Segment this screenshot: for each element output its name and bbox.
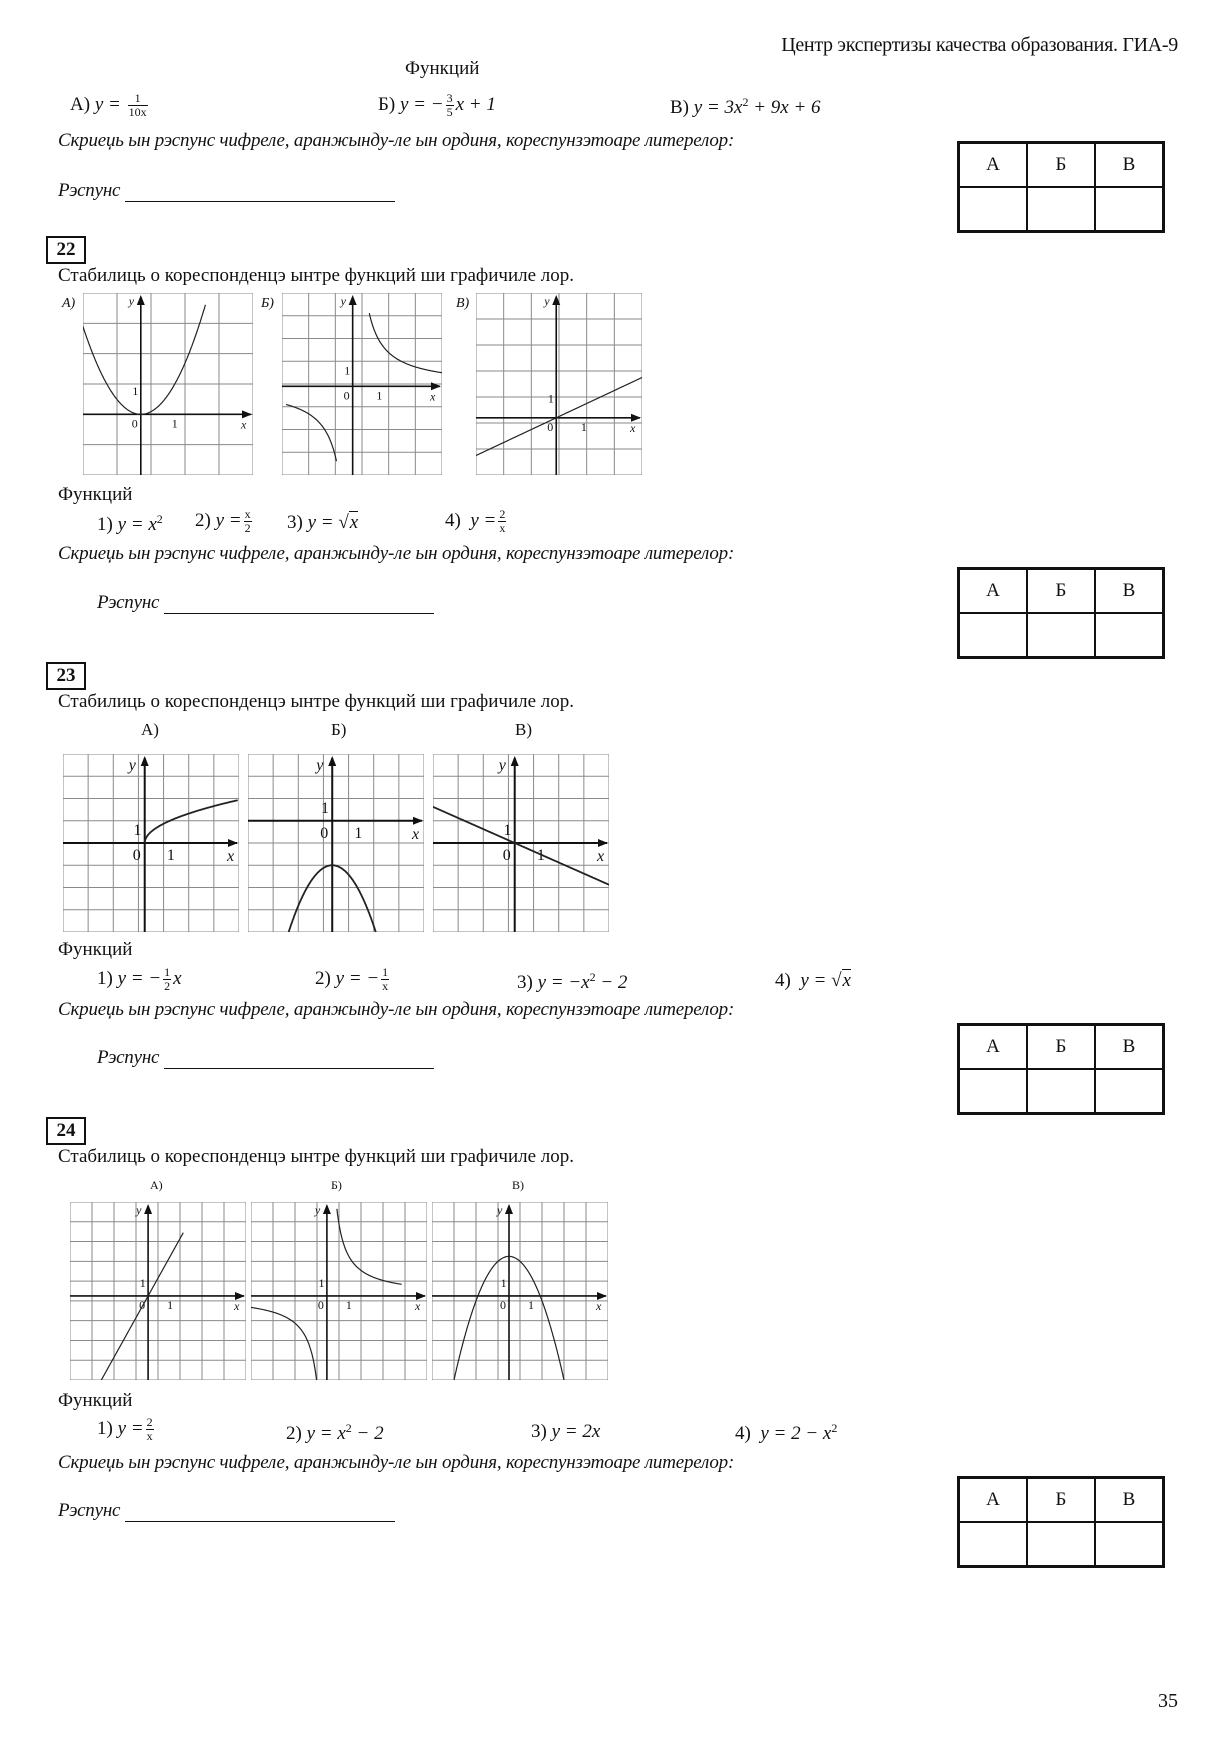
option-letter: В) [670,97,689,118]
answer-cell-c[interactable] [1095,613,1164,658]
x-unit-label: 1 [167,1297,174,1312]
numerator: 2 [146,1415,153,1429]
y-axis-label: y [544,294,550,308]
table-header-a: А [959,1478,1028,1523]
y-axis-arrow-icon [144,1204,152,1214]
expr: y = [307,512,339,533]
x-axis-label: x [412,825,420,843]
y-unit-label: 1 [321,799,330,817]
table-header-b: Б [1027,1025,1095,1070]
task-number: 22 [46,236,86,264]
numerator: 3 [446,91,453,105]
function-1 [97,1416,156,1443]
function-number: 3) [531,1421,547,1442]
exponent: 2 [589,970,596,984]
origin-label: 0 [320,824,329,842]
fraction [446,92,454,119]
table-header-a: А [959,143,1028,188]
x-axis-label: x [241,417,247,432]
grid [83,293,253,475]
answer-field [58,180,395,202]
y-unit-label: 1 [318,1275,325,1290]
grid [432,1202,608,1380]
y-axis-label: y [498,757,506,774]
function-number: 2) [315,967,331,989]
expr: y = [470,509,497,531]
graph-24-a [70,1202,246,1380]
answer-label: Рэспунс [58,180,121,201]
function-number: 2) [286,1423,302,1444]
expr-part: y = 3x [693,97,743,118]
graph-24-b [251,1202,427,1380]
answer-table [957,1023,1165,1115]
option-a [70,92,150,119]
answer-cell-c[interactable] [1095,1069,1164,1114]
numerator: x [244,507,251,521]
x-unit-label: 1 [166,847,175,864]
exponent: 2 [156,512,163,526]
answer-label: Рэспунс [97,592,160,613]
answer-line[interactable] [125,1501,395,1522]
x-axis-label: x [234,1298,240,1313]
graph-label: Б) [331,720,347,739]
expr-part: + 9x + 6 [748,97,821,118]
expr: y = 2x [551,1421,601,1442]
table-header-c: В [1095,1025,1164,1070]
answer-cell-c[interactable] [1095,1522,1164,1567]
y-unit-label: 1 [344,363,351,378]
y-axis-arrow-icon [505,1204,513,1214]
expr: y = [117,1417,144,1439]
numerator: 1 [128,92,148,106]
instruction-text: Скриеџь ын рэспунс чифреле, аранжындy-ле ын ординя, кореспунзэтоаре литерелор: [58,1452,735,1473]
x-axis-label: x [596,1298,602,1313]
graph-24-c [432,1202,608,1380]
y-axis-label: y [128,294,135,308]
answer-cell-b[interactable] [1027,187,1095,232]
functions-heading: Функций [58,484,133,505]
function-3: 3) y = √x [287,512,359,533]
graph-label: В) [456,296,470,311]
graph-label: А) [150,1178,163,1192]
y-unit-label: 1 [500,1275,507,1290]
page-number: 35 [1158,1690,1178,1712]
fraction [146,1416,154,1443]
grid [70,1202,246,1380]
answer-field [97,592,434,614]
table-header-b: Б [1027,1478,1095,1523]
y-unit-label: 1 [139,1275,146,1290]
function-4 [735,1421,837,1445]
function-number: 4) [735,1423,751,1444]
answer-line[interactable] [164,1048,434,1069]
exponent: 2 [831,1421,838,1435]
answer-cell-a[interactable] [959,1069,1028,1114]
table-header-b: Б [1027,569,1095,614]
option-c [670,95,821,119]
instruction-text: Скриеџь ын рэспунс чифреле, аранжындy-ле ын ординя, кореспунзэтоаре литерелор: [58,999,735,1020]
y-axis-arrow-icon [323,1204,331,1214]
x-unit-label: 1 [171,416,178,431]
function-curve [145,800,238,843]
task-number: 24 [46,1117,86,1145]
denominator: x [382,979,389,993]
x-unit-label: 1 [345,1297,352,1312]
function-2 [195,508,254,535]
answer-label: Рэспунс [58,1500,121,1521]
fraction [244,508,252,535]
graph-label: А) [62,296,76,311]
graph-22-c [476,293,642,475]
function-number: 4) [775,970,791,991]
grid [476,293,642,475]
fraction [498,508,506,535]
table-header-a: А [959,1025,1028,1070]
function-3 [517,970,627,994]
y-axis-label: y [497,1203,503,1217]
y-unit-label: 1 [547,391,554,406]
denominator: 5 [446,105,453,119]
function-2 [286,1421,384,1445]
task-text: Стабилиць о кореспонденцэ ынтре функций ши графичиле лор. [58,691,575,712]
answer-cell-c[interactable] [1095,187,1164,232]
x-axis-arrow-icon [228,839,238,847]
answer-table [957,141,1165,233]
graph-label: Б) [331,1178,342,1192]
lhs: y = [94,93,121,115]
graph-23-c [433,754,609,932]
y-axis-arrow-icon [349,295,357,305]
option-letter: Б) [378,93,396,115]
grid [282,293,442,475]
y-axis-arrow-icon [511,756,519,766]
denominator: x [146,1429,153,1443]
x-unit-label: 1 [536,847,545,864]
graph-23-a [63,754,239,932]
y-axis-arrow-icon [328,756,336,766]
task-text: Стабилиць о кореспонденцэ ынтре функций ши графичиле лор. [58,265,575,286]
x-axis-label: x [430,389,436,404]
expr: x [173,967,182,989]
lhs: y = − [400,93,444,115]
answer-cell-a[interactable] [959,613,1028,658]
graph-22-a [83,293,253,475]
y-axis-label: y [316,757,324,774]
y-axis-label: y [128,757,136,774]
x-axis-arrow-icon [413,817,423,825]
function-4: 4) y = √x [775,970,851,991]
function-4 [445,508,508,535]
functions-heading: Функций [405,58,480,79]
origin-label: 0 [317,1297,324,1312]
task-number: 23 [46,662,86,690]
answer-table [957,1476,1165,1568]
radicand: x [349,512,359,533]
expr: y = 2 − x [760,1423,832,1444]
y-axis-arrow-icon [141,756,149,766]
expr: − 2 [595,972,628,993]
function-curve [83,305,205,415]
answer-field [58,1500,395,1522]
y-axis-label: y [136,1203,142,1217]
grid [251,1202,427,1380]
origin-label: 0 [131,416,138,431]
option-b [378,92,496,119]
function-1 [97,966,182,993]
fraction [128,92,148,119]
fraction [163,966,171,993]
graph-label: В) [512,1178,524,1192]
table-header-c: В [1095,569,1164,614]
y-axis-label: y [314,1203,321,1217]
exponent: 2 [345,1421,352,1435]
answer-label: Рэспунс [97,1047,160,1068]
origin-label: 0 [139,1297,146,1312]
expr: y = − [335,967,380,989]
y-unit-label: 1 [132,383,139,398]
x-axis-label: x [597,848,605,865]
function-number: 2) [195,509,211,531]
origin-label: 0 [132,847,141,864]
answer-table [957,567,1165,659]
table-header-c: В [1095,143,1164,188]
function-curve [433,807,609,886]
answer-line[interactable] [125,181,395,202]
document-header: Центр экспертизы качества образования. ГИА-9 [781,34,1178,56]
functions-heading: Функций [58,1390,133,1411]
answer-cell-a[interactable] [959,187,1028,232]
expr: y = −x [537,972,590,993]
answer-cell-a[interactable] [959,1522,1028,1567]
answer-cell-b[interactable] [1027,613,1095,658]
y-axis-arrow-icon [137,295,145,305]
answer-cell-b[interactable] [1027,1069,1095,1114]
function-2 [315,966,391,993]
x-axis-label: x [630,420,636,435]
origin-label: 0 [547,419,554,434]
function-number: 1) [97,967,113,989]
denominator: 2 [164,979,171,993]
answer-line[interactable] [164,593,434,614]
denominator: 10x [128,105,147,119]
y-unit-label: 1 [133,822,142,840]
graph-label: В) [515,720,532,739]
function-number: 1) [97,514,113,535]
instruction-text: Скриеџь ын рэспунс чифреле, аранжындy-ле ын ординя, кореспунзэтоаре литерелор: [58,543,735,564]
numerator: 2 [499,507,506,521]
graph-label: А) [141,720,159,739]
expr: y = [800,970,832,991]
answer-field [97,1047,434,1069]
expr: − 2 [351,1423,384,1444]
function-number: 4) [445,509,461,531]
table-header-a: А [959,569,1028,614]
numerator: 1 [382,965,389,979]
expr: y = x [306,1423,346,1444]
task-text: Стабилиць о кореспонденцэ ынтре функций ши графичиле лор. [58,1146,575,1167]
expr: y = − [117,967,162,989]
functions-heading: Функций [58,939,133,960]
x-axis-arrow-icon [598,839,608,847]
y-axis-label: y [340,294,346,308]
graph-22-b [282,293,442,475]
x-unit-label: 1 [354,824,363,842]
graph-23-b [248,754,424,932]
instruction-text: Скриеџь ын рэспунс чифреле, аранжындy-ле ын ординя, кореспунзэтоаре литерелор: [58,130,735,151]
x-axis-label: x [415,1298,421,1313]
fraction [381,966,389,993]
function-number: 1) [97,1417,113,1439]
table-header-c: В [1095,1478,1164,1523]
origin-label: 0 [343,388,350,403]
x-unit-label: 1 [580,419,587,434]
x-unit-label: 1 [376,388,383,403]
numerator: 1 [164,965,171,979]
expr: y = x [117,514,157,535]
denominator: 2 [244,521,251,535]
origin-label: 0 [502,847,511,864]
answer-cell-b[interactable] [1027,1522,1095,1567]
x-unit-label: 1 [528,1297,534,1312]
table-header-b: Б [1027,143,1095,188]
x-axis-label: x [227,848,235,865]
radicand: x [842,970,851,991]
expr: y = [215,509,242,531]
denominator: x [499,521,506,535]
exponent: 2 [742,95,749,109]
grid [248,754,424,932]
graph-label: Б) [261,296,274,311]
function-number: 3) [287,512,303,533]
function-3 [531,1421,600,1443]
origin-label: 0 [500,1297,506,1312]
option-letter: А) [70,93,91,115]
y-unit-label: 1 [503,822,512,840]
function-number: 3) [517,972,533,993]
rhs: x + 1 [455,93,496,115]
function-curve [286,313,442,461]
function-1 [97,512,163,536]
